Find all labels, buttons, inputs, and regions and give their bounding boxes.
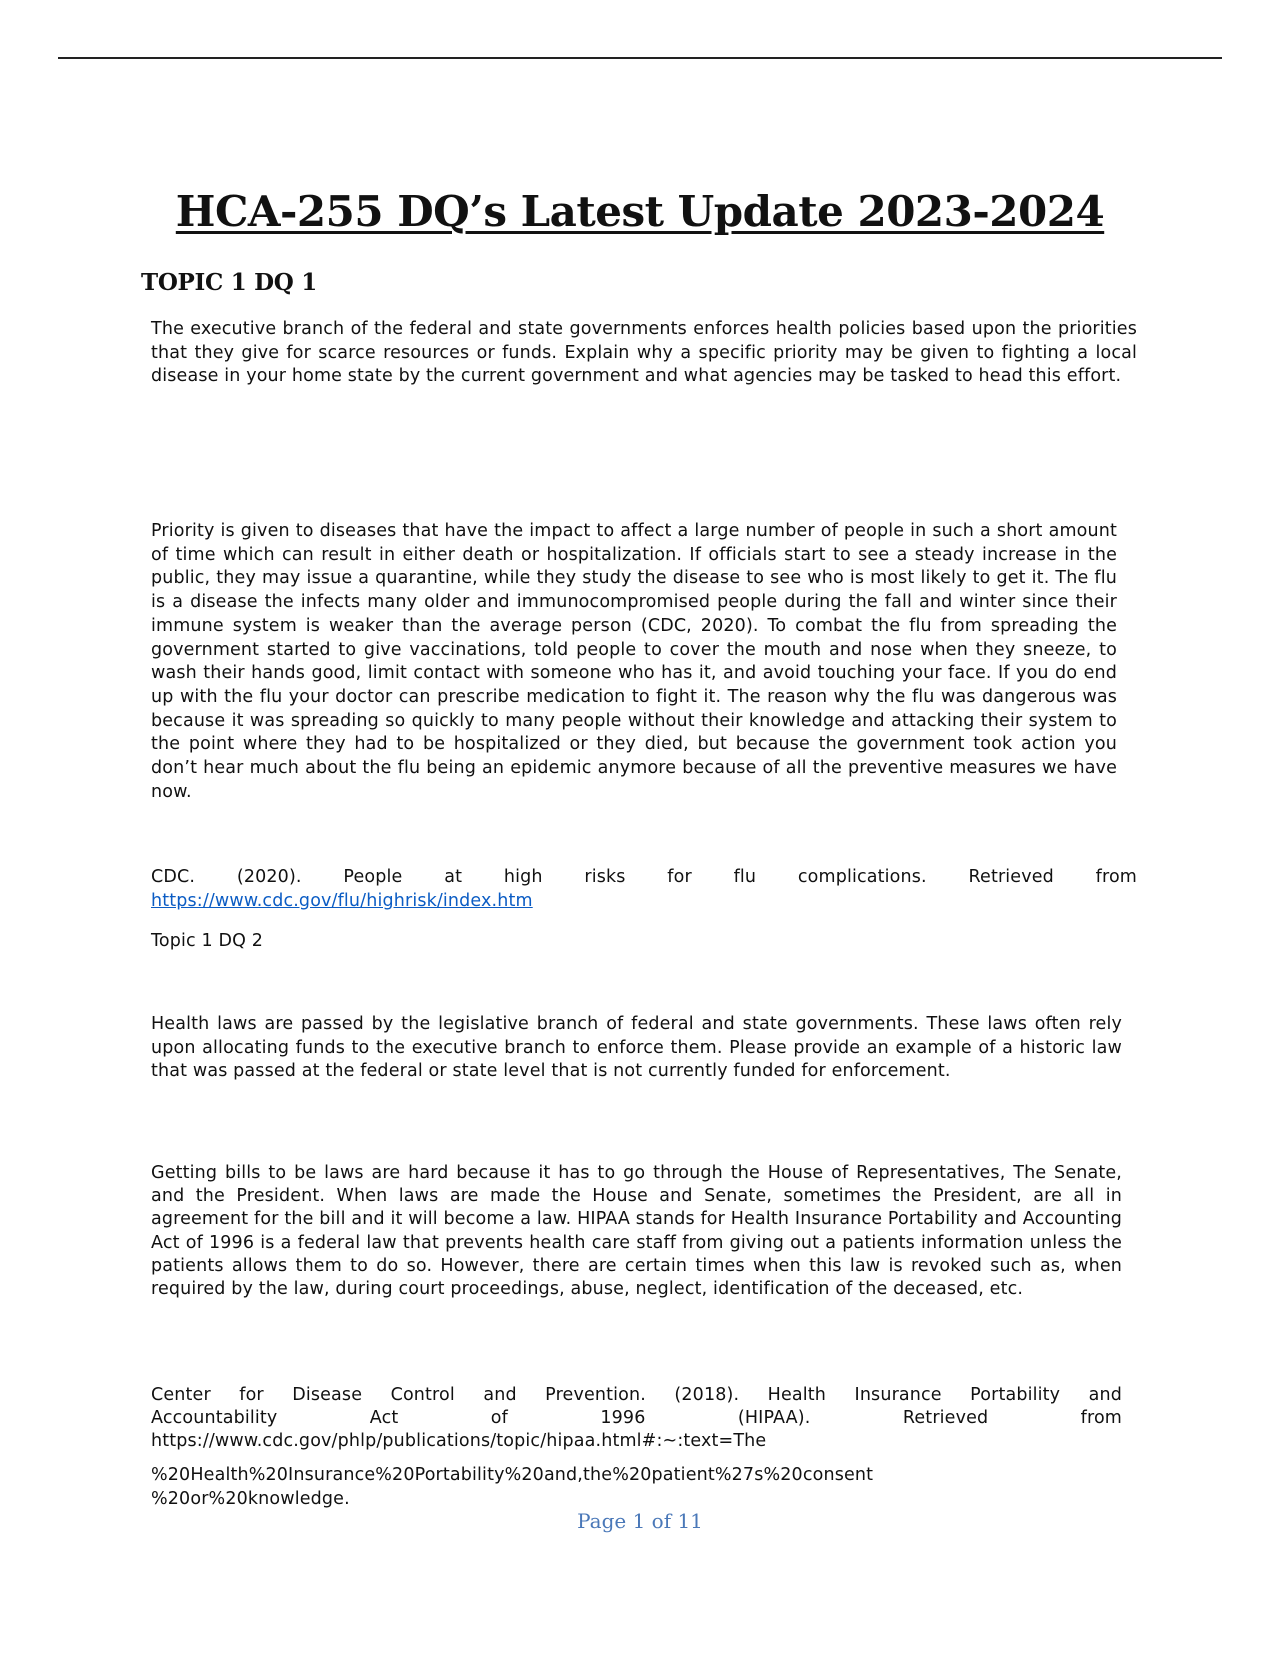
topic2-citation-line4: %20Health%20Insurance%20Portability%20and,the%20patient%27s%20consent: [151, 1465, 874, 1485]
topic2-prompt: Health laws are passed by the legislative branch of federal and state governments. These laws often rely upon allocating funds to the executive branch to enforce them. Please provide an example of a historic law that was passed at the federal or state level that is not currently funded for enforcement.: [151, 1014, 1122, 1082]
topic1-heading: TOPIC 1 DQ 1: [141, 269, 317, 296]
topic2-citation-continued: [151, 1464, 1122, 1511]
topic2-heading: Topic 1 DQ 2: [151, 931, 264, 951]
topic2-citation: [151, 1384, 1122, 1454]
topic2-citation-line1: Center for Disease Control and Prevention. (2018). Health Insurance Portability and: [151, 1385, 1122, 1405]
topic2-response: Getting bills to be laws are hard because it has to go through the House of Representatives, The Senate, and the President. When laws are made the House and Senate, sometimes the President, are all in agreement for the bill and it will become a law. HIPAA stands for Health Insurance Portability and Accounting Act of 1996 is a federal law that prevents health care staff from giving out a patients information unless the patients allows them to do so. However, there are certain times when this law is revoked such as, when required by the law, during court proceedings, abuse, neglect, identification of the deceased, etc.: [151, 1163, 1122, 1300]
topic2-citation-line2: Accountability Act of 1996 (HIPAA). Retrieved from: [151, 1408, 1122, 1429]
topic1-citation-link[interactable]: https://www.cdc.gov/flu/highrisk/index.htm: [151, 890, 533, 911]
topic1-prompt: The executive branch of the federal and state governments enforces health policies based upon the priorities that they give for scarce resources or funds. Explain why a specific priority may be given to fighting a local disease in your home state by the current government and what agencies may be tasked to head this effort.: [151, 319, 1137, 387]
topic2-citation-line5: %20or%20knowledge.: [151, 1488, 350, 1509]
topic1-citation-text: CDC. (2020). People at high risks for flu complications. Retrieved from: [151, 867, 1137, 887]
topic1-response: Priority is given to diseases that have the impact to affect a large number of people in such a short amount of time which can result in either death or hospitalization. If officials start to see a steady increase in the public, they may issue a quarantine, while they study the disease to see who is most likely to get it. The flu is a disease the infects many older and immunocompromised people during the fall and winter since their immune system is weaker than the average person (CDC, 2020). To combat the flu from spreading the government started to give vaccinations, told people to cover the mouth and nose when they sneeze, to wash their hands good, limit contact with someone who has it, and avoid touching your face. If you do end up with the flu your doctor can prescribe medication to fight it. The reason why the flu was dangerous was because it was spreading so quickly to many people without their knowledge and attacking their system to the point where they had to be hospitalized or they died, but because the government took action you don’t hear much about the flu being an epidemic anymore because of all the preventive measures we have now.: [151, 521, 1117, 802]
document-title: HCA-255 DQ’s Latest Update 2023-2024: [175, 187, 1105, 236]
page-number: Page 1 of 11: [577, 1509, 703, 1533]
topic2-citation-line3: https://www.cdc.gov/phlp/publications/topic/hipaa.html#:~:text=The: [151, 1431, 767, 1452]
topic1-citation: [151, 866, 1137, 913]
header-rule: [58, 57, 1222, 59]
